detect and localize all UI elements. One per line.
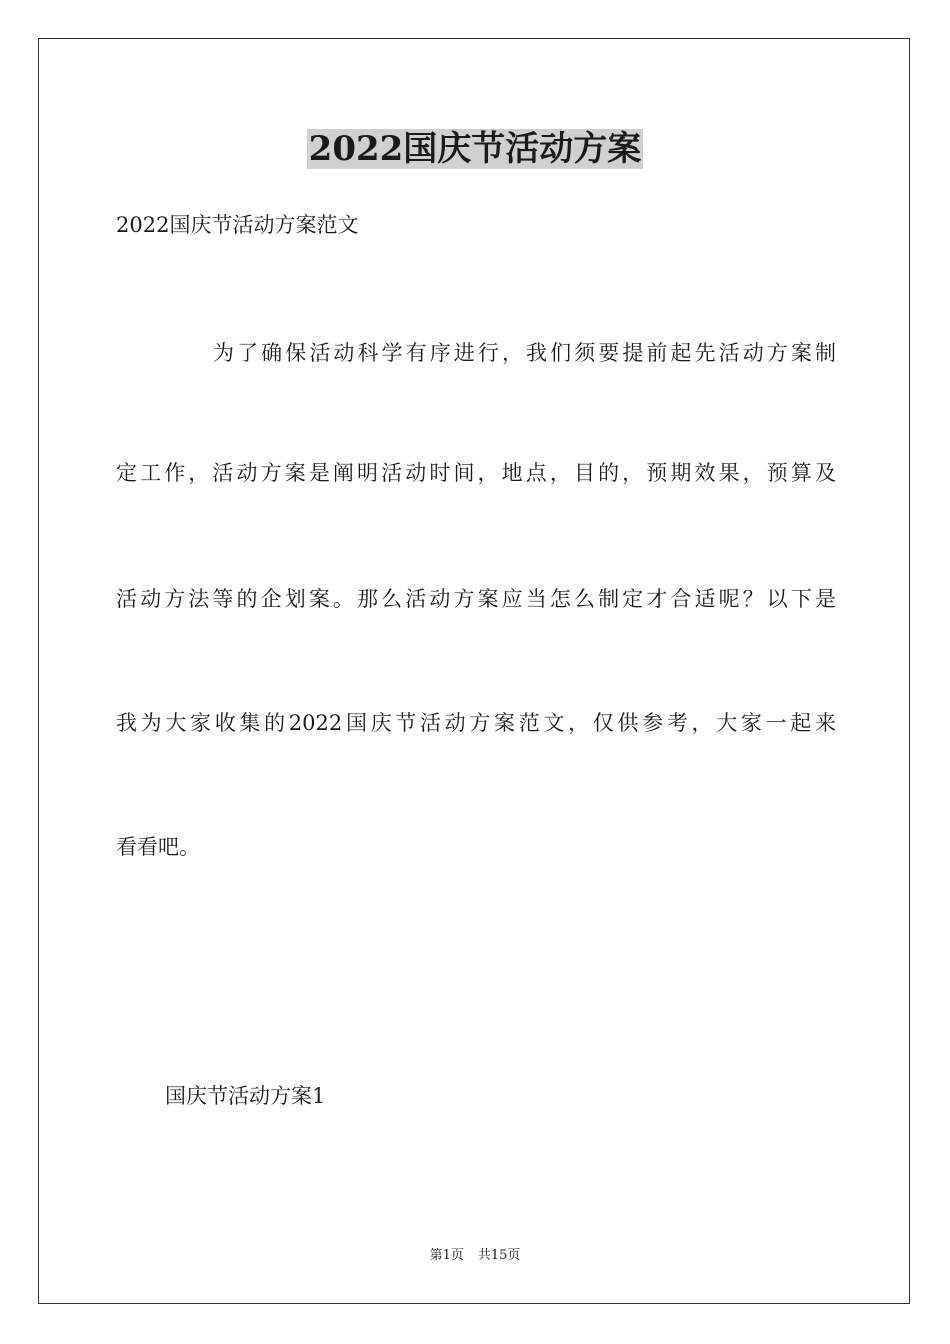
document-subtitle: 2022国庆节活动方案范文 bbox=[116, 213, 359, 237]
page-total: 共15页 bbox=[477, 1248, 521, 1263]
document-title bbox=[0, 127, 950, 171]
document-title-text: 2022国庆节活动方案 bbox=[308, 129, 642, 169]
intro-line-1: 为了确保活动科学有序进行，我们须要提前起先活动方案制 bbox=[213, 341, 836, 365]
intro-line-3: 活动方法等的企划案。那么活动方案应当怎么制定才合适呢？以下是 bbox=[116, 587, 836, 611]
section-heading: 国庆节活动方案1 bbox=[165, 1084, 326, 1108]
intro-line-5: 看看吧。 bbox=[116, 835, 200, 859]
intro-line-2: 定工作，活动方案是阐明活动时间，地点，目的，预期效果，预算及 bbox=[116, 461, 836, 485]
intro-line-4: 我为大家收集的2022国庆节活动方案范文，仅供参考，大家一起来 bbox=[116, 711, 836, 735]
page-number: 第1页 bbox=[429, 1248, 464, 1263]
page-footer bbox=[0, 1247, 950, 1265]
